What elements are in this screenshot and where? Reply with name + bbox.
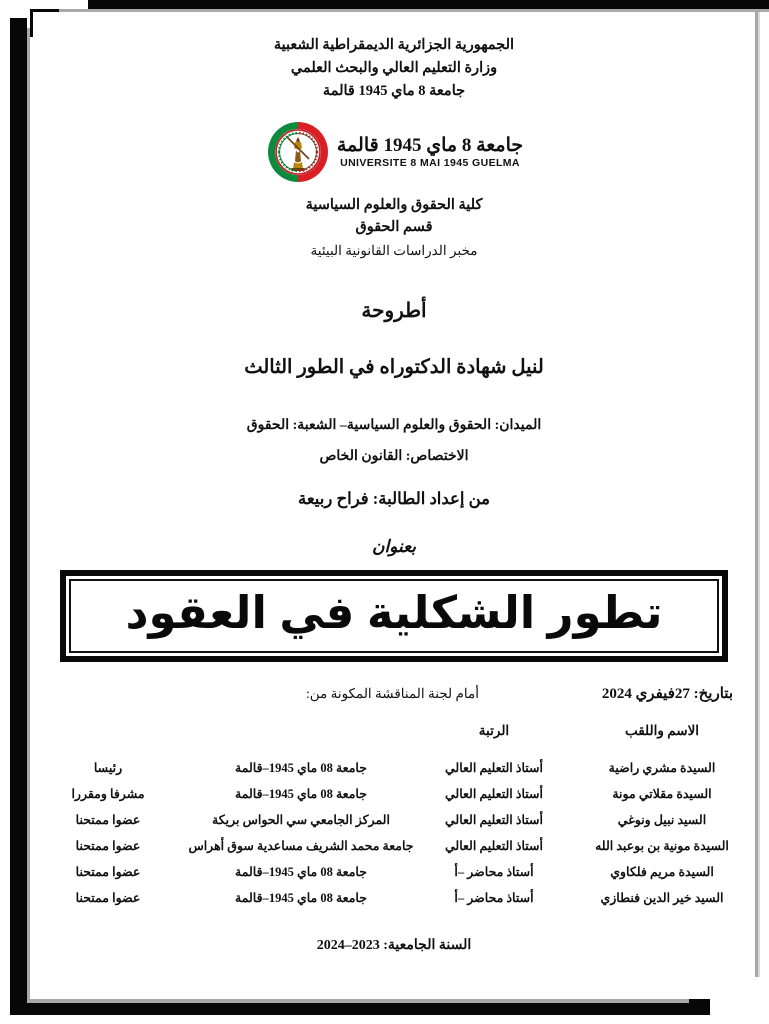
- member-institution: جامعة 08 ماي 1945–قالمة: [235, 787, 367, 802]
- member-name: السيد خير الدين فنطازي: [600, 891, 724, 906]
- member-rank: أستاذ التعليم العالي: [444, 787, 543, 802]
- thesis-specialty: الاختصاص: القانون الخاص: [319, 449, 469, 464]
- member-rank: أستاذ التعليم العالي: [444, 761, 543, 776]
- faculty-line: كلية الحقوق والعلوم السياسية: [305, 197, 483, 213]
- member-institution: جامعة 08 ماي 1945–قالمة: [235, 761, 367, 776]
- academic-year: السنة الجامعية: 2023–2024: [316, 938, 472, 954]
- ministry-line: وزارة التعليم العالي والبحث العلمي: [290, 60, 498, 76]
- member-role: مشرفا ومقررا: [71, 787, 145, 802]
- republic-line: الجمهورية الجزائرية الديمقراطية الشعبية: [273, 37, 515, 53]
- thesis-title-box-inner: [69, 579, 719, 653]
- header-rank: الرتبة: [478, 723, 510, 739]
- thesis-purpose: لنيل شهادة الدكتوراه في الطور الثالث: [244, 357, 544, 378]
- table-row: [33, 859, 755, 885]
- member-role: عضوا ممتحنا: [75, 865, 141, 880]
- member-institution: المركز الجامعي سي الحواس بريكة: [212, 813, 390, 828]
- header-role: [33, 723, 183, 755]
- scan-edge-left: [10, 28, 27, 1003]
- member-name: السيدة مونية بن بوعبد الله: [595, 839, 729, 854]
- member-rank: أستاذ التعليم العالي: [444, 839, 543, 854]
- logo-text: [337, 136, 523, 169]
- paper-sheet: [33, 12, 755, 999]
- department-line: قسم الحقوق: [355, 219, 433, 235]
- scan-edge-bottom: [10, 1003, 710, 1015]
- member-role: عضوا ممتحنا: [75, 839, 141, 854]
- thesis-author: من إعداد الطالبة: فراح ربيعة: [297, 489, 490, 508]
- defense-date: بتاريخ: 27فيفري 2024: [601, 686, 733, 703]
- member-rank: أستاذ محاضر –أ: [454, 865, 534, 880]
- defense-date-row: [33, 684, 755, 706]
- committee-table: [33, 723, 755, 911]
- titled-label: بعنوان: [371, 537, 417, 556]
- header-name: الاسم واللقب: [624, 723, 700, 739]
- member-role: عضوا ممتحنا: [75, 891, 141, 906]
- committee-intro: أمام لجنة المناقشة المكونة من:: [305, 686, 479, 702]
- thesis-word: أطروحة: [361, 300, 427, 322]
- thesis-title-box: [60, 570, 728, 662]
- scan-edge-top: [88, 0, 769, 9]
- member-role: عضوا ممتحنا: [75, 813, 141, 828]
- table-header-row: [33, 723, 755, 755]
- header-institution: [183, 723, 419, 755]
- member-name: السيدة مشري راضية: [608, 761, 716, 776]
- member-name: السيدة مقلاتي مونة: [612, 787, 712, 802]
- thesis-field: الميدان: الحقوق والعلوم السياسية– الشعبة: الحقوق: [246, 418, 542, 433]
- university-line: جامعة 8 ماي 1945 قالمة: [322, 83, 466, 99]
- member-name: السيدة مريم فلكاوي: [610, 865, 714, 880]
- member-institution: جامعة 08 ماي 1945–قالمة: [235, 891, 367, 906]
- thesis-title: تطور الشكلية في العقود: [125, 587, 663, 638]
- member-institution: جامعة 08 ماي 1945–قالمة: [235, 865, 367, 880]
- laboratory-line: مخبر الدراسات القانونية البيئية: [310, 243, 478, 258]
- scan-edge-left-grey: [27, 28, 30, 1003]
- member-rank: أستاذ محاضر –أ: [454, 891, 534, 906]
- logo-french-name: UNIVERSITE 8 MAI 1945 GUELMA: [340, 156, 520, 169]
- table-row: [33, 807, 755, 833]
- table-row: [33, 885, 755, 911]
- scan-edge-right-thin: [758, 12, 760, 977]
- page-content: [33, 12, 755, 954]
- university-logo: [33, 119, 755, 185]
- table-row: [33, 781, 755, 807]
- university-emblem-icon: [265, 119, 331, 185]
- table-row: [33, 833, 755, 859]
- table-row: [33, 755, 755, 781]
- logo-arabic-name: جامعة 8 ماي 1945 قالمة: [336, 134, 524, 156]
- member-institution: جامعة محمد الشريف مساعدية سوق أهراس: [188, 839, 414, 854]
- member-name: السيد نبيل ونوغي: [617, 813, 707, 828]
- member-role: رئيسا: [93, 761, 123, 776]
- member-rank: أستاذ التعليم العالي: [444, 813, 543, 828]
